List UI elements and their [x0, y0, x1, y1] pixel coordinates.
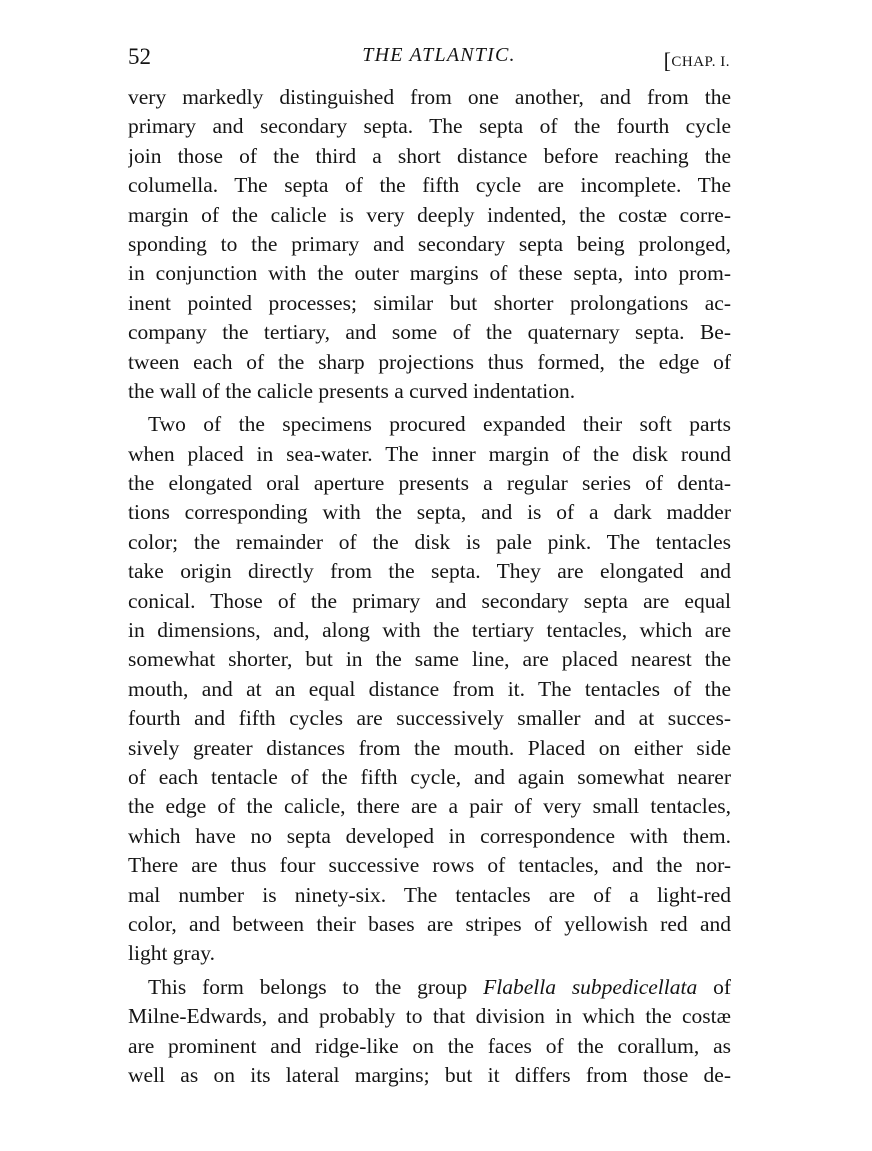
chapter-text: CHAP. I. — [671, 54, 730, 70]
text-line: very markedly distinguished from one another, and from the — [128, 85, 731, 109]
page-number: 52 — [128, 44, 151, 69]
text-line: margin of the calicle is very deeply indented, the costæ corre- — [128, 202, 731, 227]
body-text — [128, 83, 731, 1090]
text-line: company the tertiary, and some of the quaternary septa. Be- — [128, 320, 731, 345]
running-title: THE ATLANTIC. — [362, 44, 516, 66]
text-line: color, and between their bases are stripes of yellowish red and — [128, 911, 731, 936]
text-line: Milne-Edwards, and probably to that division in which the costæ — [128, 1004, 731, 1029]
taxon-name: Flabella subpedicellata — [483, 974, 698, 999]
text-line: conical. Those of the primary and secondary septa are equal — [128, 588, 731, 613]
paragraph-2 — [128, 410, 731, 968]
text-line: inent pointed processes; similar but shorter prolongations ac- — [128, 290, 731, 315]
text-line: the wall of the calicle presents a curved indentation. — [128, 378, 576, 403]
text-line: sponding to the primary and secondary septa being prolonged, — [128, 231, 731, 256]
text-line: take origin directly from the septa. They are elongated and — [128, 559, 731, 584]
text-line: tween each of the sharp projections thus formed, the edge of — [128, 349, 731, 374]
text-line: Two of the specimens procured expanded their soft parts — [148, 412, 731, 437]
text-line: sively greater distances from the mouth. Placed on either side — [128, 735, 731, 760]
text-line: There are thus four successive rows of tentacles, and the nor- — [128, 853, 731, 878]
text-line: light gray. — [128, 941, 215, 966]
text-line: the elongated oral aperture presents a regular series of denta- — [128, 471, 731, 496]
text-line: well as on its lateral margins; but it differs from those de- — [128, 1062, 731, 1087]
paragraph-1 — [128, 83, 731, 406]
text-line: of each tentacle of the fifth cycle, and again somewhat nearer — [128, 764, 731, 789]
text-line: in dimensions, and, along with the tertiary tentacles, which are — [128, 618, 731, 643]
running-header — [128, 44, 730, 72]
text-line: fourth and fifth cycles are successively smaller and at succes- — [128, 706, 731, 731]
text-line: mal number is ninety-six. The tentacles are of a light-red — [128, 882, 731, 907]
text-line: are prominent and ridge-like on the faces of the corallum, as — [128, 1033, 731, 1058]
text-line: when placed in sea-water. The inner margin of the disk round — [128, 441, 731, 466]
text-line: join those of the third a short distance before reaching the — [128, 143, 731, 168]
text-line: primary and secondary septa. The septa of the fourth cycle — [128, 114, 731, 139]
text-line: the edge of the calicle, there are a pair of very small tentacles, — [128, 794, 731, 819]
chapter-label — [664, 46, 730, 72]
text-line: columella. The septa of the fifth cycle are incomplete. The — [128, 173, 731, 198]
text-line: which have no septa developed in correspondence with them. — [128, 823, 731, 848]
text-line — [128, 973, 731, 1002]
text-line: color; the remainder of the disk is pale pink. The tentacles — [128, 529, 731, 554]
chapter-bracket: [ — [663, 48, 672, 73]
text-line: in conjunction with the outer margins of these septa, into prom- — [128, 261, 731, 286]
text-run: of — [697, 974, 731, 999]
text-run: This form belongs to the group — [148, 974, 484, 999]
text-line: tions corresponding with the septa, and is of a dark madder — [128, 500, 731, 525]
text-line: somewhat shorter, but in the same line, are placed nearest the — [128, 647, 731, 672]
text-line: mouth, and at an equal distance from it. The tentacles of the — [128, 676, 731, 701]
paragraph-3 — [128, 973, 731, 1091]
